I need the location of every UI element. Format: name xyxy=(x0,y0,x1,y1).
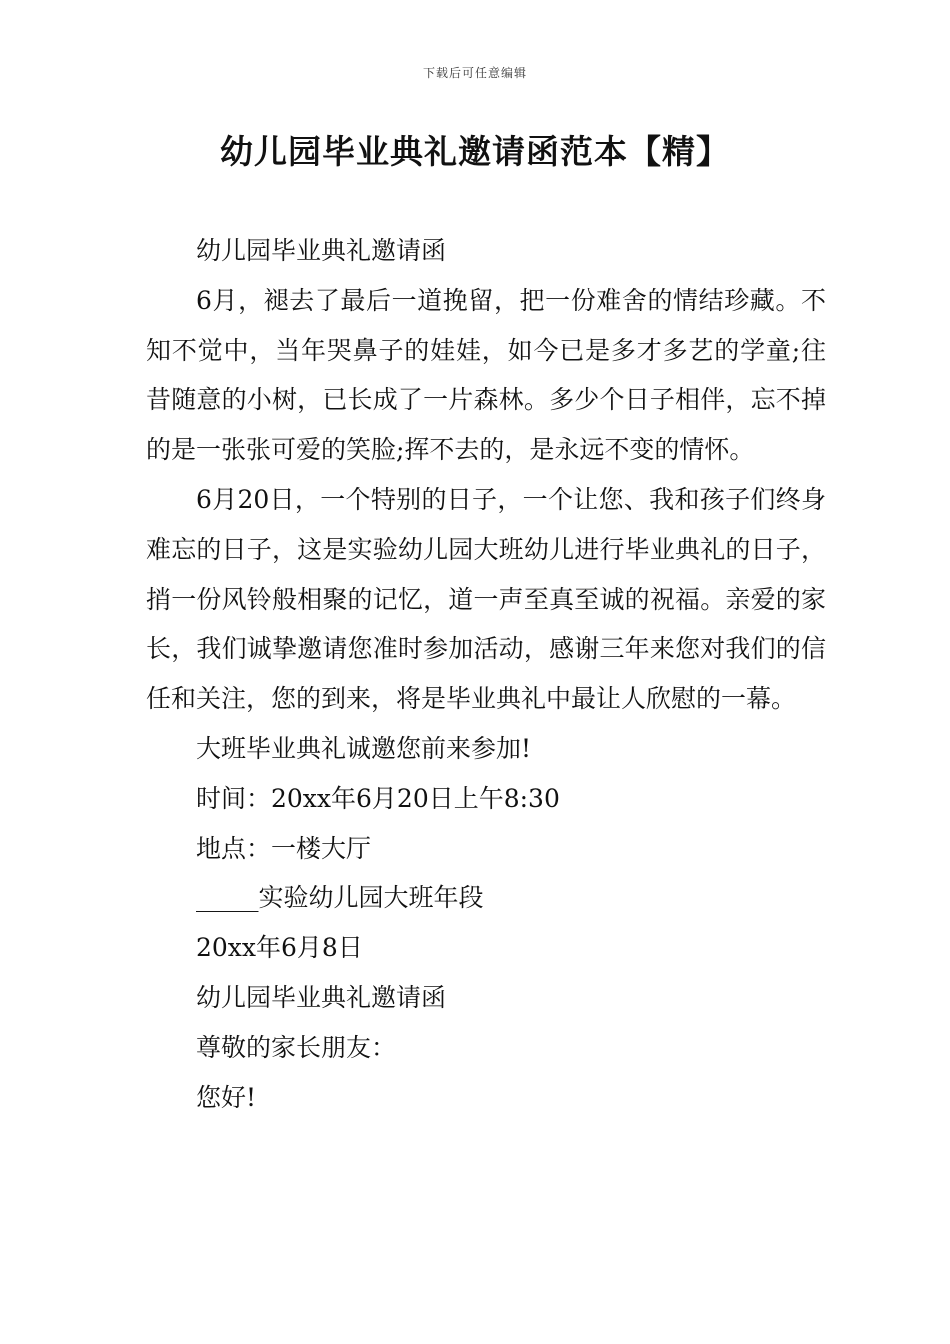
greeting: 您好! xyxy=(196,1082,257,1112)
signature-date: 20xx年6月8日 xyxy=(196,933,363,963)
salutation: 尊敬的家长朋友： xyxy=(196,1032,397,1062)
document-body xyxy=(146,226,826,1122)
letter-heading: 幼儿园毕业典礼邀请函 xyxy=(196,236,447,265)
header-note: 下载后可任意编辑 xyxy=(422,66,527,80)
body-paragraph: 6月，褪去了最后一道挽留，把一份难舍的情结珍藏。不知不觉中，当年哭鼻子的娃娃，如今已是多才多艺的学童;往昔随意的小树，已长成了一片森林。多少个日子相伴，忘不掉的是一张张可爱的笑脸;挥不去的，是永远不变的情怀。 xyxy=(146,285,826,465)
document-title: 幼儿园毕业典礼邀请函范本【精】 xyxy=(220,132,730,171)
event-time: 时间：20xx年6月20日上午8:30 xyxy=(196,783,560,813)
signature-line: _____实验幼儿园大班年段 xyxy=(196,883,484,913)
letter-heading: 幼儿园毕业典礼邀请函 xyxy=(196,982,447,1012)
invitation-line: 大班毕业典礼诚邀您前来参加! xyxy=(196,733,532,763)
event-location: 地点：一楼大厅 xyxy=(196,833,372,863)
body-paragraph: 6月20日，一个特别的日子，一个让您、我和孩子们终身难忘的日子，这是实验幼儿园大班幼儿进行毕业典礼的日子，捎一份风铃般相聚的记忆，道一声至真至诚的祝福。亲爱的家长，我们诚挚邀请您准时参加活动，感谢三年来您对我们的信任和关注，您的到来，将是毕业典礼中最让人欣慰的一幕。 xyxy=(146,484,826,714)
